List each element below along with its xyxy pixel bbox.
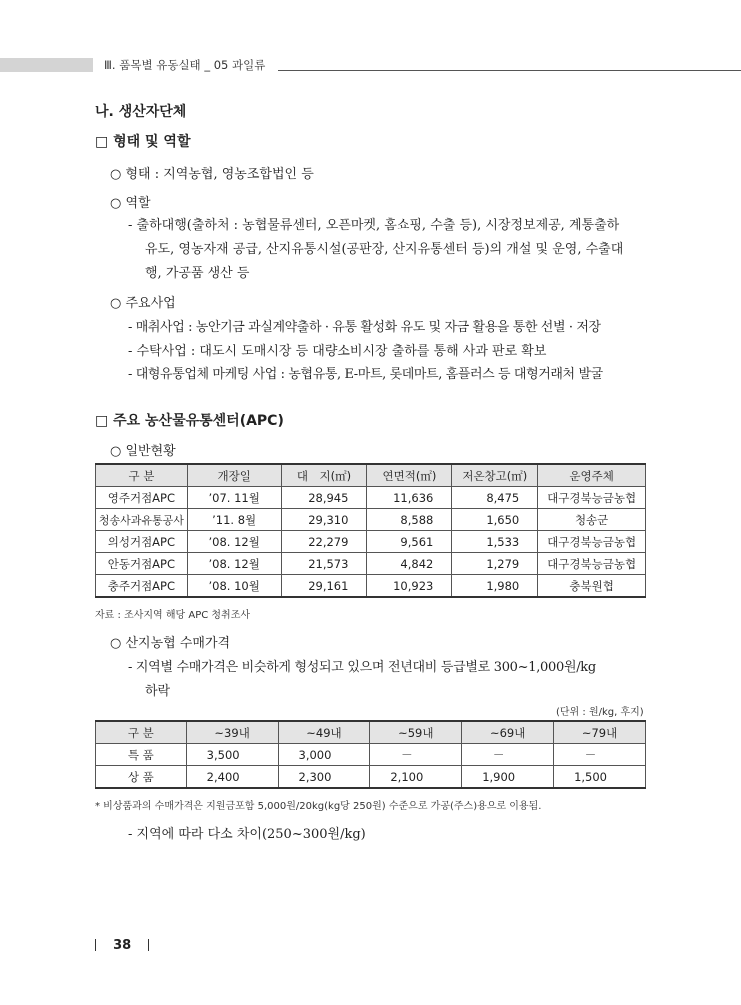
table-cell: 2,400 bbox=[186, 766, 278, 789]
table-cell: 안동거점APC bbox=[96, 553, 188, 575]
table-cell: 29,161 bbox=[281, 575, 367, 598]
table-cell: 22,279 bbox=[281, 531, 367, 553]
table-cell: 3,500 bbox=[186, 744, 278, 766]
table-cell: ’07. 11월 bbox=[187, 487, 281, 509]
table-row bbox=[96, 531, 646, 553]
biz-line-1: - 매취사업 : 농안기금 과실계약출하 · 유통 활성화 유도 및 자금 활용을 통한 선별 · 저장 bbox=[128, 320, 601, 335]
table-cell: 21,573 bbox=[281, 553, 367, 575]
diff-line: - 지역에 따라 다소 차이(250~300원/kg) bbox=[128, 827, 366, 842]
subsection-title-role: □ 형태 및 역할 bbox=[95, 134, 191, 150]
column-header: ~39내 bbox=[186, 721, 278, 744]
table-cell: ’08. 12월 bbox=[187, 553, 281, 575]
table-cell: 특 품 bbox=[96, 744, 187, 766]
column-header: 대 지(㎡) bbox=[281, 464, 367, 487]
table-cell: 1,900 bbox=[462, 766, 554, 789]
table-cell: 2,300 bbox=[278, 766, 370, 789]
table-cell: 청송사과유통공사 bbox=[96, 509, 188, 531]
table-source: 자료 : 조사지역 해당 APC 청취조사 bbox=[95, 610, 251, 621]
table-cell: 8,475 bbox=[452, 487, 538, 509]
subsection-title-apc: □ 주요 농산물유통센터(APC) bbox=[95, 413, 284, 429]
column-header: 개장일 bbox=[187, 464, 281, 487]
column-header: 연면적(㎡) bbox=[367, 464, 452, 487]
table-cell: 28,945 bbox=[281, 487, 367, 509]
unit-note: (단위 : 원/kg, 후지) bbox=[556, 707, 644, 718]
column-header: ~49내 bbox=[278, 721, 370, 744]
page-number: 38 bbox=[113, 938, 132, 953]
column-header: ~69내 bbox=[462, 721, 554, 744]
header-bar bbox=[0, 58, 93, 72]
column-header: 저온창고(㎡) bbox=[452, 464, 538, 487]
table-row bbox=[96, 509, 646, 531]
footnote: * 비상품과의 수매가격은 지원금포함 5,000원/20kg(kg당 250원) 수준으로 가공(주스)용으로 이용됨. bbox=[95, 801, 542, 812]
table-cell: 1,533 bbox=[452, 531, 538, 553]
table-cell: 9,561 bbox=[367, 531, 452, 553]
table-cell: 대구경북능금농협 bbox=[538, 553, 646, 575]
table-cell: 4,842 bbox=[367, 553, 452, 575]
biz-line-2: - 수탁사업 : 대도시 도매시장 등 대량소비시장 출하를 통해 사과 판로 확보 bbox=[128, 344, 547, 359]
price-heading: ○ 산지농협 수매가격 bbox=[110, 636, 231, 651]
table-row bbox=[96, 744, 646, 766]
table-cell: 대구경북능금농협 bbox=[538, 531, 646, 553]
price-line-1: - 지역별 수매가격은 비슷하게 형성되고 있으며 전년대비 등급별로 300~1,000원/kg bbox=[128, 660, 596, 675]
table-cell: 1,279 bbox=[452, 553, 538, 575]
table-row bbox=[96, 575, 646, 598]
table-cell: 상 품 bbox=[96, 766, 187, 789]
page-footer bbox=[95, 934, 149, 953]
table-row bbox=[96, 553, 646, 575]
table-cell: 1,650 bbox=[452, 509, 538, 531]
apc-table bbox=[95, 463, 646, 598]
table-header-row bbox=[96, 464, 646, 487]
general-heading: ○ 일반현황 bbox=[110, 444, 176, 459]
table-cell: 대구경북능금농협 bbox=[538, 487, 646, 509]
running-header: Ⅲ. 품목별 유동실태 _ 05 과일류 bbox=[104, 58, 266, 72]
column-header: 운영주체 bbox=[538, 464, 646, 487]
table-cell: 청송군 bbox=[538, 509, 646, 531]
table-cell: － bbox=[554, 744, 646, 766]
table-cell: 1,500 bbox=[554, 766, 646, 789]
role-line-2: 유도, 영농자재 공급, 산지유통시설(공판장, 산지유통센터 등)의 개설 및 운영, 수출대 bbox=[145, 242, 624, 257]
biz-heading: ○ 주요사업 bbox=[110, 296, 176, 311]
table-cell: 충북원협 bbox=[538, 575, 646, 598]
table-cell: 영주거점APC bbox=[96, 487, 188, 509]
table-cell: 3,000 bbox=[278, 744, 370, 766]
biz-line-3: - 대형유통업체 마케팅 사업 : 농협유통, E-마트, 롯데마트, 홈플러스 등 대형거래처 발굴 bbox=[128, 367, 603, 382]
table-cell: 10,923 bbox=[367, 575, 452, 598]
table-cell: － bbox=[370, 744, 462, 766]
table-cell: ’11. 8월 bbox=[187, 509, 281, 531]
table-cell: 11,636 bbox=[367, 487, 452, 509]
section-title: 나. 생산자단체 bbox=[95, 104, 187, 120]
table-cell: 29,310 bbox=[281, 509, 367, 531]
column-header: 구 분 bbox=[96, 721, 187, 744]
form-line: ○ 형태 : 지역농협, 영농조합법인 등 bbox=[110, 167, 314, 182]
table-cell: ’08. 10월 bbox=[187, 575, 281, 598]
table-cell: 1,980 bbox=[452, 575, 538, 598]
footer-divider bbox=[148, 939, 149, 951]
table-header-row bbox=[96, 721, 646, 744]
table-cell: － bbox=[462, 744, 554, 766]
footer-divider bbox=[95, 939, 96, 951]
price-table bbox=[95, 720, 646, 789]
role-line-1: - 출하대행(출하처 : 농협물류센터, 오픈마켓, 홈쇼핑, 수출 등), 시장정보제공, 계통출하 bbox=[128, 218, 620, 233]
table-cell: 8,588 bbox=[367, 509, 452, 531]
table-cell: 충주거점APC bbox=[96, 575, 188, 598]
role-heading: ○ 역할 bbox=[110, 196, 151, 211]
table-row bbox=[96, 487, 646, 509]
table-cell: 2,100 bbox=[370, 766, 462, 789]
column-header: ~59내 bbox=[370, 721, 462, 744]
table-row bbox=[96, 766, 646, 789]
table-cell: ’08. 12월 bbox=[187, 531, 281, 553]
table-cell: 의성거점APC bbox=[96, 531, 188, 553]
column-header: ~79내 bbox=[554, 721, 646, 744]
header-rule bbox=[278, 70, 741, 71]
column-header: 구 분 bbox=[96, 464, 188, 487]
price-line-2: 하락 bbox=[145, 684, 171, 699]
role-line-3: 행, 가공품 생산 등 bbox=[145, 266, 250, 281]
